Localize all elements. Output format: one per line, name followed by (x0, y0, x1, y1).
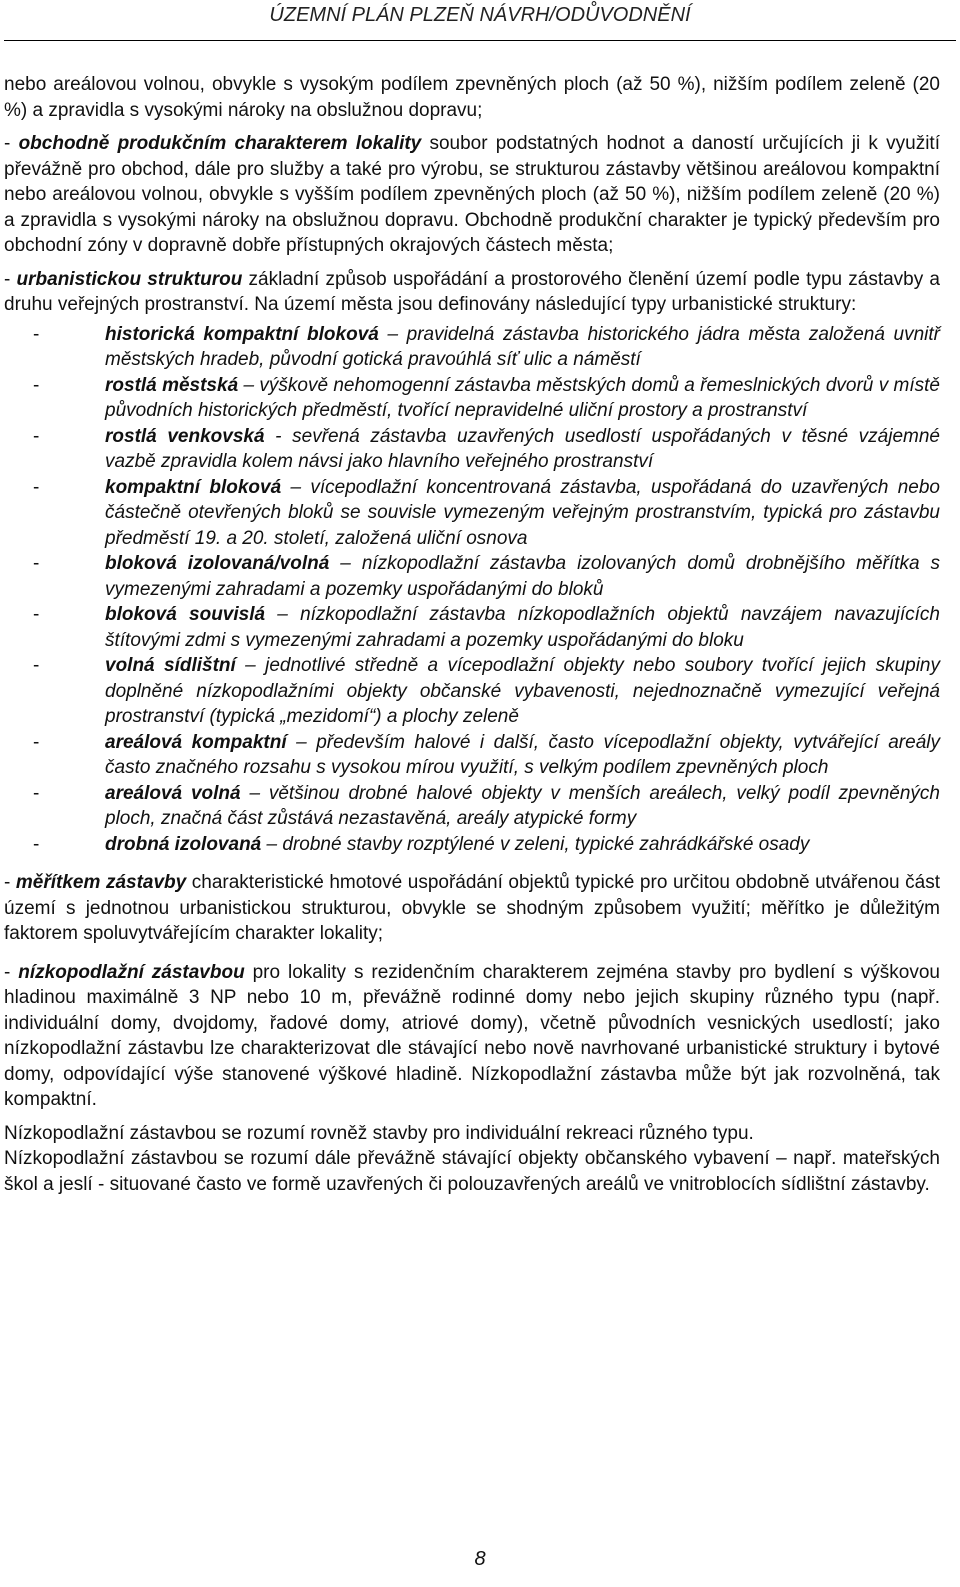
page-number: 8 (474, 1548, 486, 1570)
structure-type-desc: – většinou drobné halové objekty v menších areálech, velký podíl zpevněných ploch, značná část zůstává nezastavěná, areály atypické formy (105, 782, 940, 829)
structure-type-term: rostlá městská (105, 374, 239, 396)
definition-meritkem (4, 870, 940, 947)
structure-type-term: bloková izolovaná/volná (105, 553, 330, 574)
running-header: ÚZEMNÍ PLÁN PLZEŇ NÁVRH/ODŮVODNĚNÍ (269, 4, 691, 26)
closing-paragraph: Nízkopodlažní zástavbou se rozumí dále převážně stávající objekty občanského vybavení – např. mateřských škol a jeslí - situované často ve formě uzavřených či polouzavřených areálů ve vnitroblocích sídlištní zástavby. (4, 1148, 940, 1195)
structure-type-term: areálová kompaktní (105, 731, 287, 753)
structure-type-item (4, 424, 940, 475)
definition-nizkopodlazni (4, 960, 940, 1113)
definition-term: urbanistickou strukturou (16, 268, 243, 290)
structure-type-desc: – vícepodlažní koncentrovaná zástavba, uspořádaná do uzavřených nebo částečně otevřených bloků se souvisle vymezeným veřejným prostranstvím, typická pro zástavbu předměstí 19. a 20. století, založená uliční osnova (105, 476, 940, 549)
intro-paragraph: nebo areálovou volnou, obvykle s vysokým podílem zpevněných ploch (až 50 %), nižším podílem zeleně (20 %) a zpravidla s vysokými nároky na obslužnou dopravu; (4, 74, 940, 121)
definition-urbanistickou (4, 267, 940, 318)
definition-term: obchodně produkčním charakterem lokality (18, 133, 422, 154)
definition-text: soubor podstatných hodnot a daností určujících ji k využití převážně pro obchod, dále pro služby a také pro výrobu, se strukturou zástavby většinou areálovou kompaktní nebo areálovou volnou, obvykle s vyšším podílem zpevněných ploch (až 50 %), nižším podílem zeleně (20 %) a zpravidla s vysokými nároky na obslužnou dopravu. Obchodně produkční charakter je typický především pro obchodní zóny v dopravně dobře přístupných okrajových částech města; (4, 133, 940, 256)
structure-type-item (4, 322, 940, 373)
structure-type-desc: – drobné stavby rozptýlené v zeleni, typické zahrádkářské osady (261, 833, 810, 855)
list-dash: - (33, 604, 40, 625)
structure-type-term: kompaktní bloková (105, 476, 282, 498)
document-body (4, 72, 940, 1197)
structure-type-term: rostlá venkovská (105, 425, 265, 447)
structure-type-desc: - sevřená zástavba uzavřených usedlostí uspořádaných v těsné vzájemné vazbě zpravidla kolem návsi jako hlavního veřejného prostranství (105, 425, 940, 472)
structure-type-term: historická kompaktní bloková (105, 323, 379, 345)
definition-text: základní způsob uspořádání a prostorového členění území podle typu zástavby a druhu veřejných prostranství. Na území města jsou definovány následující typy urbanistické struktury: (4, 268, 940, 315)
definition-dash: - (4, 872, 16, 893)
list-dash: - (33, 782, 40, 804)
structure-type-item (4, 373, 940, 424)
definition-dash: - (4, 961, 19, 983)
structure-type-term: areálová volná (105, 782, 241, 804)
list-dash: - (33, 731, 40, 753)
structure-type-item (4, 551, 940, 602)
structure-type-desc: – nízkopodlažní zástavba izolovaných domů drobnějšího měřítka s vymezenými zahradami a pozemky uspořádanými do bloků (105, 553, 940, 600)
list-dash: - (33, 833, 40, 855)
list-dash: - (33, 425, 40, 447)
definition-text: charakteristické hmotové uspořádání objektů typické pro určitou obdobně utvářenou část území s jednotnou urbanistickou strukturou, obvykle se shodným způsobem využití; měřítko je důležitým faktorem spoluvytvářejícím charakter lokality; (4, 872, 940, 944)
structure-type-term: bloková souvislá (105, 604, 266, 625)
header-divider (4, 40, 956, 41)
structure-type-desc: – pravidelná zástavba historického jádra města založená uvnitř městských hradeb, původní gotická pravoúhlá síť ulic a náměstí (105, 323, 940, 370)
structure-type-term: volná sídlištní (105, 655, 236, 676)
definition-term: nízkopodlažní zástavbou (18, 961, 245, 983)
definition-dash: - (4, 268, 17, 290)
structure-type-desc: – jednotlivé středně a vícepodlažní objekty nebo soubory tvořící jejich skupiny doplněné nízkopodlažními objekty občanské vybavenosti, nejednoznačně vymezující veřejná prostranství (typická „mezidomí“) a plochy zeleně (105, 655, 940, 727)
structure-type-desc: – výškově nehomogenní zástavba městských domů a řemeslnických dvorů v místě původních historických předměstí, tvořící nepravidelné uliční prostory a prostranství (105, 374, 940, 421)
definition-term: měřítkem zástavby (15, 872, 187, 893)
structure-type-term: drobná izolovaná (105, 833, 262, 855)
structure-type-item (4, 781, 940, 832)
definition-text: pro lokality s rezidenčním charakterem zejména stavby pro bydlení s výškovou hladinou maximálně 3 NP nebo 10 m, převážně rodinné domy nebo jejich skupiny různého typu (např. individuální domy, dvojdomy, řadové domy, atriové domy), včetně původních vesnických usedlostí; jako nízkopodlažní zástavbu lze charakterizovat dle stávající nebo nově navrhované urbanistické struktury i bytové domy, odpovídající výše stanovené výškové hladině. Nízkopodlažní zástavba může být jak rozvolněná, tak kompaktní. (4, 961, 940, 1110)
definition-obchodne (4, 131, 940, 259)
closing-paragraph: Nízkopodlažní zástavbou se rozumí rovněž stavby pro individuální rekreaci různého typu. (4, 1122, 754, 1144)
list-dash: - (33, 323, 40, 345)
structure-type-item (4, 475, 940, 552)
structure-type-desc: – především halové i další, často vícepodlažní objekty, vytvářející areály často značného rozsahu s vysokou mírou využití, s velkým podílem zpevněných ploch (105, 731, 940, 778)
structure-type-desc: – nízkopodlažní zástavba nízkopodlažních objektů navzájem navazujících štítovými zdmi s vymezenými zahradami a pozemky uspořádanými do bloku (105, 604, 940, 651)
structure-type-item (4, 832, 940, 858)
structure-types-list (4, 322, 940, 858)
list-dash: - (33, 655, 40, 676)
list-dash: - (33, 374, 40, 396)
structure-type-item (4, 730, 940, 781)
structure-type-item (4, 602, 940, 653)
definition-dash: - (4, 133, 19, 154)
structure-type-item (4, 653, 940, 730)
list-dash: - (33, 476, 40, 498)
list-dash: - (33, 553, 40, 574)
